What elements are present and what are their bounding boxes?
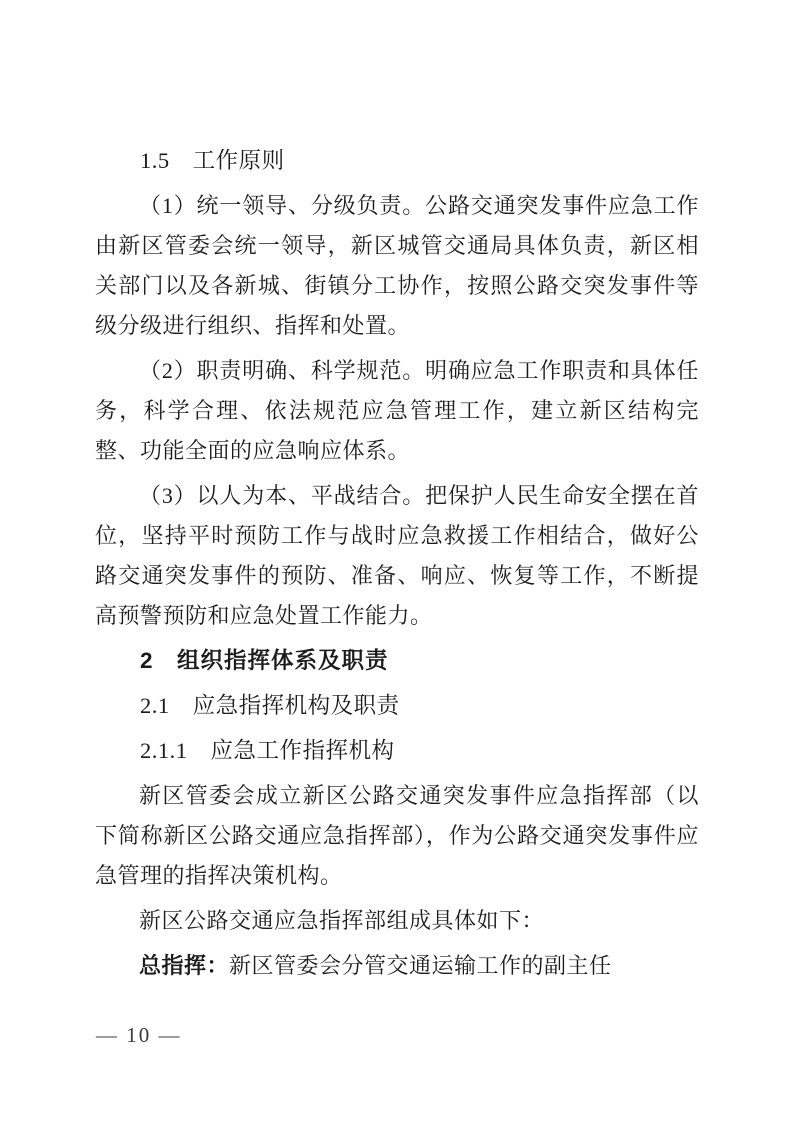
heading-2-command-system: 2 组织指挥体系及职责: [140, 648, 389, 673]
page-number: — 10 —: [96, 1023, 182, 1047]
paragraph-principle-3: （3）以人为本、平战结合。把保护人民生命安全摆在首位，坚持平时预防工作与战时应急救援工作相结合，做好公路交通突发事件的预防、准备、响应、恢复等工作，不断提高预警预防和应急处置工作能力。: [95, 483, 699, 628]
paragraph-command-composition-intro: 新区公路交通应急指挥部组成具体如下：: [139, 908, 545, 933]
heading-1-5-work-principles: 1.5 工作原则: [140, 148, 285, 173]
document-body: [95, 141, 699, 986]
heading-2-1-1-work-command-org: 2.1.1 应急工作指挥机构: [140, 738, 395, 763]
paragraph-principle-1: （1）统一领导、分级负责。公路交通突发事件应急工作由新区管委会统一领导，新区城管交通局具体负责，新区相关部门以及各新城、街镇分工协作，按照公路交突发事件等级分级进行组织、指挥和处置。: [95, 193, 699, 338]
chief-commander-text: 新区管委会分管交通运输工作的副主任: [229, 953, 612, 978]
heading-2-1-command-org: 2.1 应急指挥机构及职责: [140, 693, 400, 718]
chief-commander-label: 总指挥：: [139, 953, 230, 978]
paragraph-command-establishment: 新区管委会成立新区公路交通突发事件应急指挥部（以下简称新区公路交通应急指挥部），作为公路交通突发事件应急管理的指挥决策机构。: [95, 783, 699, 888]
paragraph-principle-2: （2）职责明确、科学规范。明确应急工作职责和具体任务，科学合理、依法规范应急管理工作，建立新区结构完整、功能全面的应急响应体系。: [95, 358, 699, 463]
paragraph-chief-commander: [95, 946, 699, 986]
